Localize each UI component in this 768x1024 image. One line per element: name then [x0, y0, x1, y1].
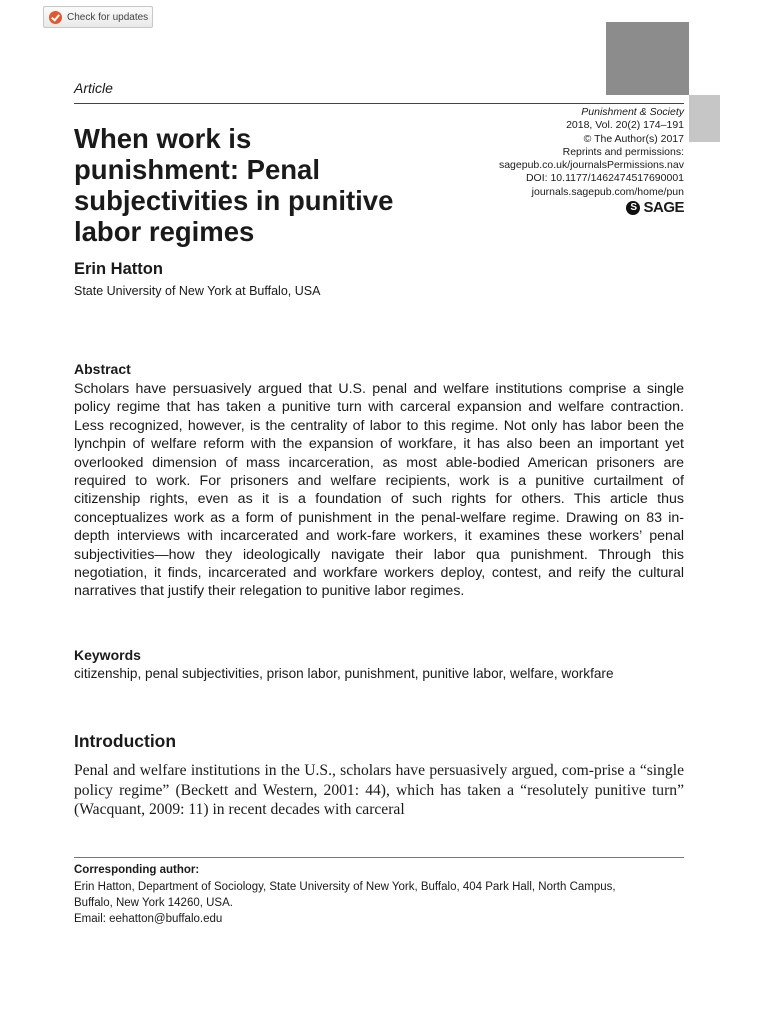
corresponding-address-line: Buffalo, New York 14260, USA.: [74, 897, 233, 909]
sage-logo: [499, 201, 684, 215]
corresponding-author-heading: Corresponding author:: [74, 864, 200, 876]
doi-link[interactable]: DOI: 10.1177/1462474517690001: [525, 172, 684, 185]
abstract-heading: Abstract: [74, 361, 131, 377]
journal-volume: 2018, Vol. 20(2) 174–191: [566, 119, 684, 132]
check-for-updates-label: Check for updates: [67, 11, 149, 23]
keywords-text: citizenship, penal subjectivities, prison labor, punishment, punitive labor, welfare, workfare: [74, 666, 614, 681]
sage-logo-icon: S: [626, 201, 640, 215]
sage-logo-text: SAGE: [643, 199, 684, 217]
journal-info: [499, 106, 684, 215]
article-title: [74, 123, 464, 247]
corresponding-email[interactable]: Email: eehatton@buffalo.edu: [74, 913, 223, 925]
author-name: Erin Hatton: [74, 260, 163, 278]
corresponding-author-details: [74, 879, 689, 927]
copyright-line: © The Author(s) 2017: [583, 132, 684, 145]
decorative-gray-block: [606, 22, 689, 95]
title-line: subjectivities in punitive: [74, 185, 394, 216]
reprints-label: Reprints and permissions:: [562, 145, 684, 158]
introduction-heading: Introduction: [74, 731, 177, 751]
author-affiliation: State University of New York at Buffalo, USA: [74, 284, 321, 298]
title-line: labor regimes: [74, 216, 255, 247]
decorative-light-tab: [689, 95, 720, 142]
permissions-link[interactable]: sagepub.co.uk/journalsPermissions.nav: [498, 159, 684, 172]
introduction-text: Penal and welfare institutions in the U.S., scholars have persuasively argued, com-prise a “single policy regime” (Beckett and Western, 2001: 44), which has taken a “resolutely punitive turn” (Wacquant, 2009: 11) in recent decades with carceral: [74, 762, 684, 818]
check-for-updates-button[interactable]: [43, 6, 153, 28]
footnote-divider: [74, 857, 684, 858]
keywords-heading: Keywords: [74, 647, 141, 663]
article-type-label: Article: [74, 80, 113, 96]
journal-name: Punishment & Society: [581, 106, 684, 118]
header-divider: [74, 103, 684, 104]
journal-home-link[interactable]: journals.sagepub.com/home/pun: [531, 185, 684, 198]
title-line: When work is: [74, 123, 252, 154]
check-badge-icon: [49, 11, 62, 24]
corresponding-address-line: Erin Hatton, Department of Sociology, State University of New York, Buffalo, 404 Park Hall, North Campus,: [74, 881, 616, 893]
abstract-text: Scholars have persuasively argued that U.S. penal and welfare institutions comprise a single policy regime that has taken a punitive turn with carceral expansion and welfare contraction. Less recognized, however, is the centrality of labor to this regime. Not only has labor been the lynchpin of welfare reform with the expansion of workfare, it has also been an important yet overlooked dimension of mass incarceration, as most able-bodied American prisoners are required to work. For prisoners and welfare recipients, work is a punitive curtailment of citizenship rights, even as it is a foundation of such rights for others. This article thus conceptualizes work as a form of punishment in the penal-welfare regime. Drawing on 83 in-depth interviews with incarcerated and work-fare workers, it examines these workers’ penal subjectivities—how they ideologically navigate their labor qua punishment. Through this negotiation, it finds, incarcerated and workfare workers deploy, contest, and reify the cultural narratives that justify their relegation to punitive labor regimes.: [74, 381, 684, 600]
title-line: punishment: Penal: [74, 154, 320, 185]
